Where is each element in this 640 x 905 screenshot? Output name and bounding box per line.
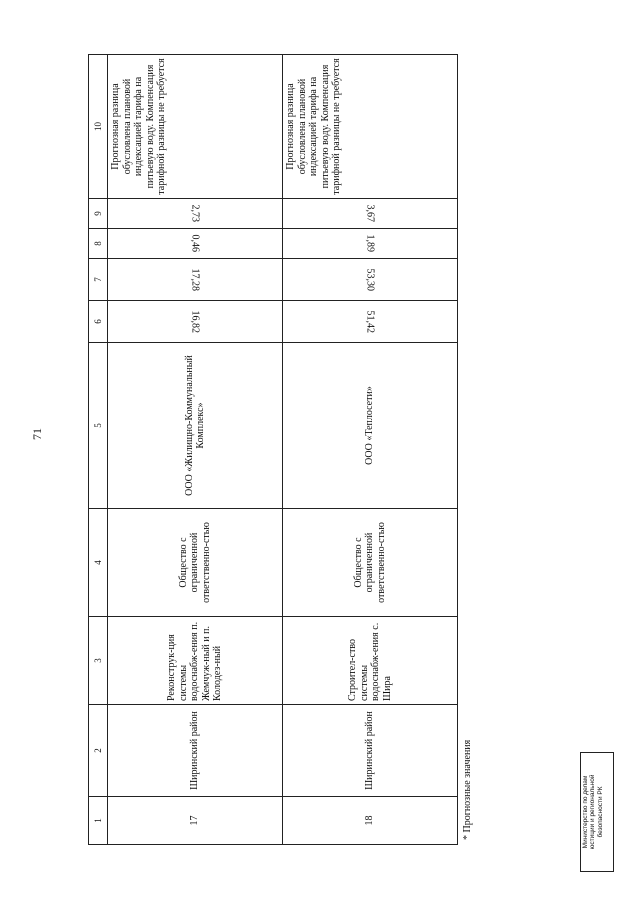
header-cell: 4 (89, 509, 108, 617)
stamp-line: юстиции и региональной (589, 774, 597, 850)
header-cell: 5 (89, 343, 108, 509)
value-cell (283, 259, 458, 301)
value-text: 53,30 (364, 268, 376, 291)
value-cell (283, 301, 458, 343)
value-text: 17,28 (189, 268, 201, 291)
tariff-table (88, 54, 458, 845)
header-cell: 2 (89, 705, 108, 797)
project-cell: Реконструк-ция системы водоснабж-ения п. Жемчуж-ный и п. Колодез-ный (108, 617, 283, 705)
district-cell: Ширинский район (283, 705, 458, 797)
row-number: 18 (283, 797, 458, 845)
header-cell: 9 (89, 199, 108, 229)
organization-cell: ООО «Жилищно-Коммунальный Комплекс» (108, 343, 283, 509)
rotated-table-wrapper (88, 55, 458, 845)
header-cell: 7 (89, 259, 108, 301)
header-cell: 10 (89, 55, 108, 199)
district-cell: Ширинский район (108, 705, 283, 797)
header-cell: 6 (89, 301, 108, 343)
header-cell: 3 (89, 617, 108, 705)
value-cell (108, 259, 283, 301)
header-cell: 1 (89, 797, 108, 845)
table-row (108, 55, 283, 845)
table-row (283, 55, 458, 845)
stamp-line: безопасности РК (596, 786, 604, 838)
organization-cell: ООО «Теплосети» (283, 343, 458, 509)
value-cell (108, 199, 283, 229)
value-text: 3,67 (364, 204, 376, 223)
value-cell (108, 229, 283, 259)
header-cell: 8 (89, 229, 108, 259)
footnote: * Прогнозные значения (462, 739, 473, 840)
comment-cell: Прогнозная разница обусловлена плановой индексацией тарифа на питьевую воду. Компенсация тарифной разницы не требуется (283, 55, 458, 199)
value-text: 0,46 (189, 234, 201, 253)
value-cell (108, 301, 283, 343)
value-text: 1,89 (364, 234, 376, 253)
org-form-cell: Общество с ограниченной ответственно-стью (108, 509, 283, 617)
stamp-line: Министерство по делам (582, 775, 589, 849)
value-cell (283, 199, 458, 229)
header-row (89, 55, 108, 845)
value-text: 16,82 (189, 310, 201, 333)
project-cell: Строител-ство системы водоснабж-ения с. Шира (283, 617, 458, 705)
org-form-cell: Общество с ограниченной ответственно-стью (283, 509, 458, 617)
value-cell (283, 229, 458, 259)
comment-cell: Прогнозная разница обусловлена плановой индексацией тарифа на питьевую воду. Компенсация тарифной разницы не требуется (108, 55, 283, 199)
page-number: 71 (30, 428, 44, 440)
row-number: 17 (108, 797, 283, 845)
value-text: 51,42 (364, 310, 376, 333)
value-text: 2,73 (189, 204, 201, 223)
registration-stamp (580, 752, 614, 872)
